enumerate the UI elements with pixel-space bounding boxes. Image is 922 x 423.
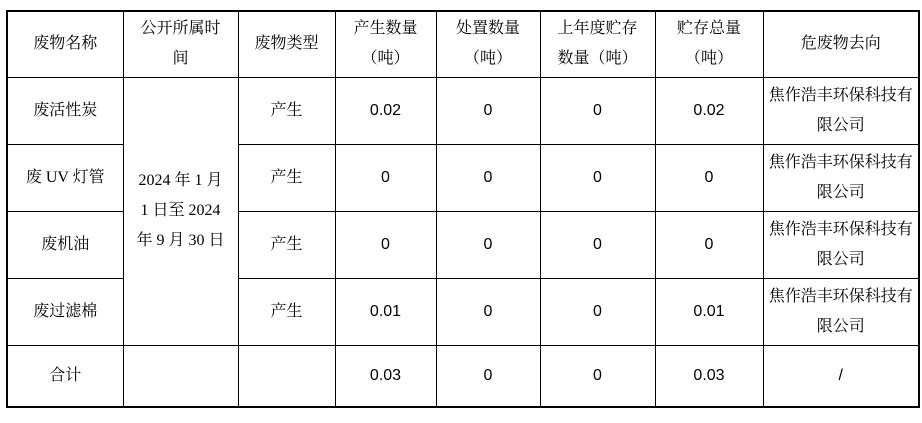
generated-cell: 0.02 bbox=[335, 77, 436, 144]
table-row bbox=[7, 77, 919, 144]
disposed-cell: 0 bbox=[436, 77, 540, 144]
destination-cell: 焦作浩丰环保科技有限公司 bbox=[763, 278, 919, 345]
total-type-cell bbox=[238, 345, 335, 407]
period-line2: 1 日至 2024 bbox=[140, 202, 221, 219]
storage-total-cell: 0.02 bbox=[655, 77, 763, 144]
col-header-waste-name bbox=[7, 11, 123, 77]
col-header-disposed bbox=[436, 11, 540, 77]
disposed-cell: 0 bbox=[436, 144, 540, 211]
header-label: 废物名称 bbox=[33, 35, 98, 53]
destination-cell: 焦作浩丰环保科技有限公司 bbox=[763, 211, 919, 278]
waste-name-cell: 废 UV 灯管 bbox=[7, 144, 123, 211]
generated-cell: 0 bbox=[335, 211, 436, 278]
header-label: 废物类型 bbox=[254, 35, 319, 53]
waste-name-cell: 废活性炭 bbox=[7, 77, 123, 144]
total-period-cell bbox=[123, 345, 238, 407]
table-total-row bbox=[7, 345, 919, 407]
generated-cell: 0.01 bbox=[335, 278, 436, 345]
header-label: 上年度贮存 bbox=[557, 20, 638, 38]
header-label: 产生数量 bbox=[353, 20, 418, 38]
table-header-row bbox=[7, 11, 919, 77]
total-destination-cell: / bbox=[763, 345, 919, 407]
destination-cell: 焦作浩丰环保科技有限公司 bbox=[763, 77, 919, 144]
waste-type-cell: 产生 bbox=[238, 211, 335, 278]
waste-name-cell: 废过滤棉 bbox=[7, 278, 123, 345]
hazardous-waste-table bbox=[6, 10, 920, 408]
header-label-line2: （吨） bbox=[361, 50, 410, 68]
period-cell bbox=[123, 77, 238, 345]
col-header-destination bbox=[763, 11, 919, 77]
waste-type-cell: 产生 bbox=[238, 144, 335, 211]
prev-storage-cell: 0 bbox=[540, 77, 655, 144]
header-label: 贮存总量 bbox=[676, 20, 741, 38]
header-label: 公开所属时 bbox=[140, 20, 221, 38]
total-storage-total-cell: 0.03 bbox=[655, 345, 763, 407]
total-prev-storage-cell: 0 bbox=[540, 345, 655, 407]
generated-cell: 0 bbox=[335, 144, 436, 211]
col-header-waste-type bbox=[238, 11, 335, 77]
prev-storage-cell: 0 bbox=[540, 144, 655, 211]
prev-storage-cell: 0 bbox=[540, 211, 655, 278]
header-label-line2: （吨） bbox=[684, 50, 733, 68]
prev-storage-cell: 0 bbox=[540, 278, 655, 345]
header-label-line2: （吨） bbox=[463, 50, 512, 68]
storage-total-cell: 0 bbox=[655, 144, 763, 211]
destination-cell: 焦作浩丰环保科技有限公司 bbox=[763, 144, 919, 211]
col-header-period bbox=[123, 11, 238, 77]
disposed-cell: 0 bbox=[436, 278, 540, 345]
total-disposed-cell: 0 bbox=[436, 345, 540, 407]
header-label: 处置数量 bbox=[455, 20, 520, 38]
header-label-line2: 间 bbox=[172, 50, 189, 68]
storage-total-cell: 0.01 bbox=[655, 278, 763, 345]
total-label-cell: 合计 bbox=[7, 345, 123, 407]
waste-type-cell: 产生 bbox=[238, 77, 335, 144]
total-generated-cell: 0.03 bbox=[335, 345, 436, 407]
disposed-cell: 0 bbox=[436, 211, 540, 278]
period-line1: 2024 年 1 月 bbox=[138, 172, 223, 189]
waste-name-cell: 废机油 bbox=[7, 211, 123, 278]
header-label: 危废物去向 bbox=[800, 35, 881, 53]
header-label-line2: 数量（吨） bbox=[557, 50, 638, 68]
storage-total-cell: 0 bbox=[655, 211, 763, 278]
waste-type-cell: 产生 bbox=[238, 278, 335, 345]
col-header-prev-storage bbox=[540, 11, 655, 77]
col-header-generated bbox=[335, 11, 436, 77]
col-header-storage-total bbox=[655, 11, 763, 77]
period-line3: 年 9 月 30 日 bbox=[136, 232, 225, 249]
